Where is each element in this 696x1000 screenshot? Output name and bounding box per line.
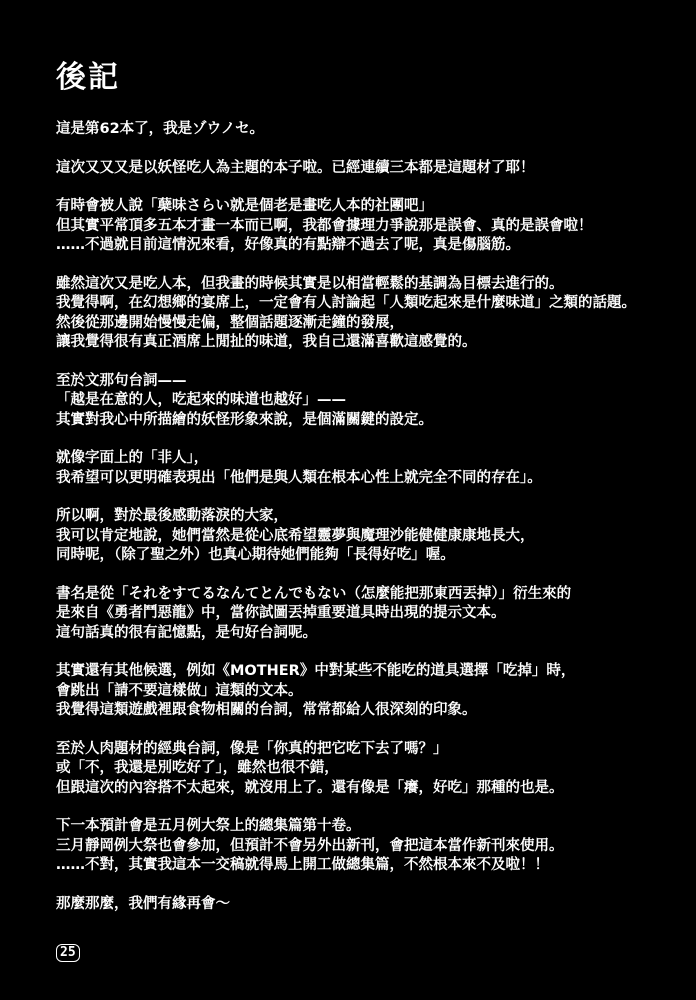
paragraph (56, 895, 686, 915)
paragraph (56, 662, 686, 721)
paragraph (56, 817, 686, 876)
text-line: 我覺得這類遊戲裡跟食物相關的台詞，常常都給人很深刻的印象。 (56, 702, 477, 718)
text-line: 三月靜岡例大祭也會參加，但預計不會另外出新刊，會把這本當作新刊來使用。 (56, 837, 564, 854)
paragraph (56, 159, 686, 179)
text-line: 但其實平常頂多五本才畫一本而已啊，我都會據理力爭說那是誤會、真的是誤會啦！ (56, 217, 593, 234)
text-line: ……不對，其實我這本一交稿就得馬上開工做總集篇，不然根本來不及啦！！ (56, 857, 549, 873)
text-line: 我希望可以更明確表現出「他們是與人類在根本心性上就完全不同的存在」。 (56, 469, 542, 486)
text-line: 其實對我心中所描繪的妖怪形象來說，是個滿關鍵的設定。 (56, 411, 433, 428)
text-line: 其實還有其他候選，例如《MOTHER》中對某些不能吃的道具選擇「吃掉」時， (56, 663, 576, 679)
text-line: 這句話真的很有記憶點，是句好台詞呢。 (56, 624, 317, 641)
text-line: 書名是從「それをすてるなんてとんでもない（怎麼能把那東西丟掉）」衍生來的 (56, 585, 572, 602)
text-line: ……不過就目前這情況來看，好像真的有點辯不過去了呢，真是傷腦筋。 (56, 237, 520, 253)
text-line: 至於人肉題材的經典台詞，像是「你真的把它吃下去了嗎？」 (56, 740, 448, 757)
paragraph (56, 507, 686, 566)
paragraph (56, 197, 686, 256)
text-line: 下一本預計會是五月例大祭上的總集篇第十卷。 (56, 818, 361, 834)
text-line: 有時會被人說「蘖味さらい就是個老是畫吃人本的社團吧」 (56, 198, 433, 214)
page-title: 後記 (56, 60, 120, 95)
text-line: 這次又又又是以妖怪吃人為主題的本子啦。已經連續三本都是這題材了耶！ (56, 159, 535, 176)
text-line: 雖然這次又是吃人本，但我畫的時候其實是以相當輕鬆的基調為目標去進行的。 (56, 275, 564, 292)
afterword-body (56, 120, 686, 933)
paragraph (56, 449, 686, 488)
text-line: 我可以肯定地說，她們當然是從心底希望靈夢與魔理沙能健健康康地長大， (56, 527, 535, 544)
text-line: 讓我覺得很有真正酒席上閒扯的味道，我自己還滿喜歡這感覺的。 (56, 334, 477, 350)
text-line: 就像字面上的「非人」， (56, 450, 209, 466)
page-number: 25 (56, 944, 80, 962)
paragraph (56, 275, 686, 353)
text-line: 會跳出「請不要這樣做」這類的文本。 (56, 682, 303, 699)
paragraph (56, 372, 686, 431)
text-line: 那麼那麼，我們有緣再會～ (56, 895, 230, 912)
text-line: 但跟這次的內容搭不太起來，就沒用上了。還有像是「癢，好吃」那種的也是。 (56, 779, 564, 796)
text-line: 是來自《勇者鬥惡龍》中，當你試圖丟掉重要道具時出現的提示文本。 (56, 605, 506, 621)
text-line: 同時呢，（除了聖之外）也真心期待她們能夠「長得好吃」喔。 (56, 547, 455, 563)
paragraph (56, 585, 686, 644)
text-line: 我覺得啊，在幻想鄉的宴席上，一定會有人討論起「人類吃起來是什麼味道」之類的話題。 (56, 295, 636, 311)
text-line: 或「不，我還是別吃好了」，雖然也很不錯， (56, 760, 339, 776)
text-line: 所以啊，對於最後感動落淚的大家， (56, 508, 288, 524)
paragraph (56, 740, 686, 799)
text-line: 然後從那邊開始慢慢走偏，整個話題逐漸走鐘的發展， (56, 314, 404, 331)
text-line: 至於文那句台詞—— (56, 372, 187, 389)
text-line: 「越是在意的人，吃起來的味道也越好」—— (56, 392, 346, 408)
paragraph (56, 120, 686, 140)
text-line: 這是第62本了，我是ゾウノセ。 (56, 121, 264, 137)
